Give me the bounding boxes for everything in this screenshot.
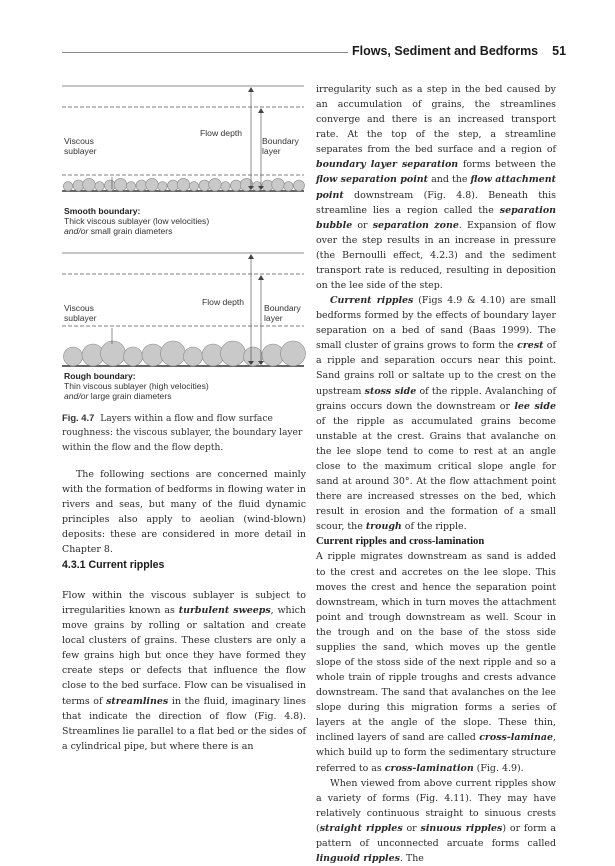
panel1-line1: Thick viscous sublayer (low velocities) — [64, 216, 210, 226]
sediment-grain — [126, 182, 135, 191]
caption-text: Layers within a flow and flow surface roughness: the viscous sublayer, the boundary layer within the flow and the flow depth. — [62, 414, 303, 453]
sediment-grain — [158, 182, 167, 191]
page-number: 51 — [552, 44, 567, 58]
sediment-grain — [199, 180, 210, 191]
panel2-title: Rough boundary: — [64, 371, 136, 381]
paragraph: A ripple migrates downstream as sand is added to the crest and accretes on the lee slope. This moves the crest and hence the separation point downstream, which in turn moves the attachment point and trough downstream as well. Scour in the trough and on the base of the stoss side supplies the sand, which moves up the gentle slope of the stoss side of the next ripple and so a whole train of ripple troughs and crests advance downstream. The sand that avalanches on the lee slope during this migration forms a series of layers at the angle of the slope. These thin, inclined layers of sand are called cross-laminae, which build up to form the sedimentary structure referred to as cross-lamination (Fig. 4.9). — [316, 551, 556, 774]
label-sublayer: sublayer — [64, 313, 97, 323]
panel2-line1: Thin viscous sublayer (high velocities) — [64, 381, 209, 391]
sediment-grain — [272, 178, 285, 191]
sediment-grain — [124, 347, 143, 366]
figure-4-7 — [60, 82, 310, 407]
label-viscous: Viscous — [64, 303, 94, 313]
sediment-grain — [73, 180, 84, 191]
arrowhead-icon — [248, 254, 254, 259]
paragraph: Flow within the viscous sublayer is subject to irregularities known as turbulent sweeps, which move grains by rolling or saltation and create local clusters of grains. These clusters are only a few grains high but once they have formed they create steps or defects that influence the flow close to the bed surface. Flow can be visualised in terms of streamlines in the fluid, imaginary lines that indicate the direction of flow (Fig. 4.8). Streamlines lie parallel to a flat bed or the sides of a cylindrical pipe, but where there is an — [62, 590, 307, 752]
section-heading: 4.3.1 Current ripples — [62, 559, 165, 571]
sediment-grain — [101, 341, 126, 366]
sediment-grain — [177, 178, 190, 191]
sediment-grain — [105, 180, 116, 191]
left-body — [62, 588, 306, 754]
sediment-grain — [231, 180, 242, 191]
panel1-title: Smooth boundary: — [64, 206, 141, 216]
running-title: Flows, Sediment and Bedforms — [352, 44, 539, 58]
sediment-grain — [281, 341, 306, 366]
sediment-grain — [146, 178, 159, 191]
label-sublayer: sublayer — [64, 146, 97, 156]
right-column — [316, 82, 556, 866]
header-rule — [62, 52, 348, 53]
paragraph: The following sections are concerned mainly with the formation of bedforms in flowing water in rivers and seas, but many of the fluid dynamic principles also apply to aeolian (wind-blown) deposits: these are considered in more detail in Chapter 8. — [62, 469, 306, 556]
label-flow-depth: Flow depth — [202, 297, 245, 307]
sediment-grain — [221, 182, 230, 191]
paragraph: When viewed from above current ripples show a variety of forms (Fig. 4.11). They may have relatively continuous straight to sinuous crests (straight ripples or sinuous ripples) or form a pattern of unconnected arcuate forms called linguoid ripples. The — [316, 777, 557, 864]
sediment-grain — [262, 180, 273, 191]
running-header — [352, 44, 566, 58]
figure-caption — [62, 411, 306, 455]
label-viscous: Viscous — [64, 136, 94, 146]
label-boundary: Boundary — [264, 303, 301, 313]
sediment-grain — [95, 182, 104, 191]
label-boundary: Boundary — [262, 136, 299, 146]
arrowhead-icon — [258, 108, 264, 113]
sediment-grain — [189, 182, 198, 191]
arrowhead-icon — [248, 87, 254, 92]
panel1-line2: and/or small grain diameters — [64, 226, 173, 236]
label-layer: layer — [264, 313, 283, 323]
panel2-line2: and/or large grain diameters — [64, 391, 172, 401]
label-layer: layer — [262, 146, 281, 156]
large-grains — [64, 341, 306, 366]
sediment-grain — [83, 178, 96, 191]
sediment-grain — [63, 182, 72, 191]
left-intro-paragraph — [62, 467, 306, 557]
sediment-grain — [294, 180, 305, 191]
arrowhead-icon — [258, 275, 264, 280]
sediment-grain — [284, 182, 293, 191]
small-grains — [63, 178, 304, 191]
sediment-grain — [114, 178, 127, 191]
paragraph: irregularity such as a step in the bed caused by an accumulation of grains, the streamlines converge and there is an increased transport rate. At the top of the step, a streamline separates from the bed surface and a region of boundary layer separation forms between the flow separation point and the flow attachment point downstream (Fig. 4.8). Beneath this streamline lies a region called the separation bubble or separation zone. Expansion of flow over the step results in an increase in pressure (the Bernoulli effect, 4.2.3) and the sediment transport rate is reduced, resulting in deposition on the lee side of the step. — [316, 84, 557, 292]
sediment-grain — [64, 347, 83, 366]
sediment-grain — [168, 180, 179, 191]
label-flow-depth: Flow depth — [200, 128, 243, 138]
sediment-grain — [221, 341, 246, 366]
sediment-grain — [136, 180, 147, 191]
caption-label: Fig. 4.7 — [62, 412, 95, 423]
sediment-grain — [161, 341, 186, 366]
sediment-grain — [209, 178, 222, 191]
subheading: Current ripples and cross-lamination — [316, 536, 485, 548]
paragraph: Current ripples (Figs 4.9 & 4.10) are small bedforms formed by the effects of boundary layer separation on a bed of sand (Baas 1999). The small cluster of grains grows to form the crest of a ripple and separation occurs near this point. Sand grains roll or saltate up to the crest on the upstream stoss side of the ripple. Avalanching of grains occurs down the downstream or lee side of the ripple as accumulated grains become unstable at the crest. Grains that avalanche on the lee slope tend to come to rest at an angle close to the maximum critical slope angle for sand at around 30°. At the flow attachment point there are increased stresses on the bed, which result in erosion and the formation of a small scour, the trough of the ripple. — [316, 295, 556, 533]
sediment-grain — [184, 347, 203, 366]
figure-diagram — [60, 82, 310, 407]
